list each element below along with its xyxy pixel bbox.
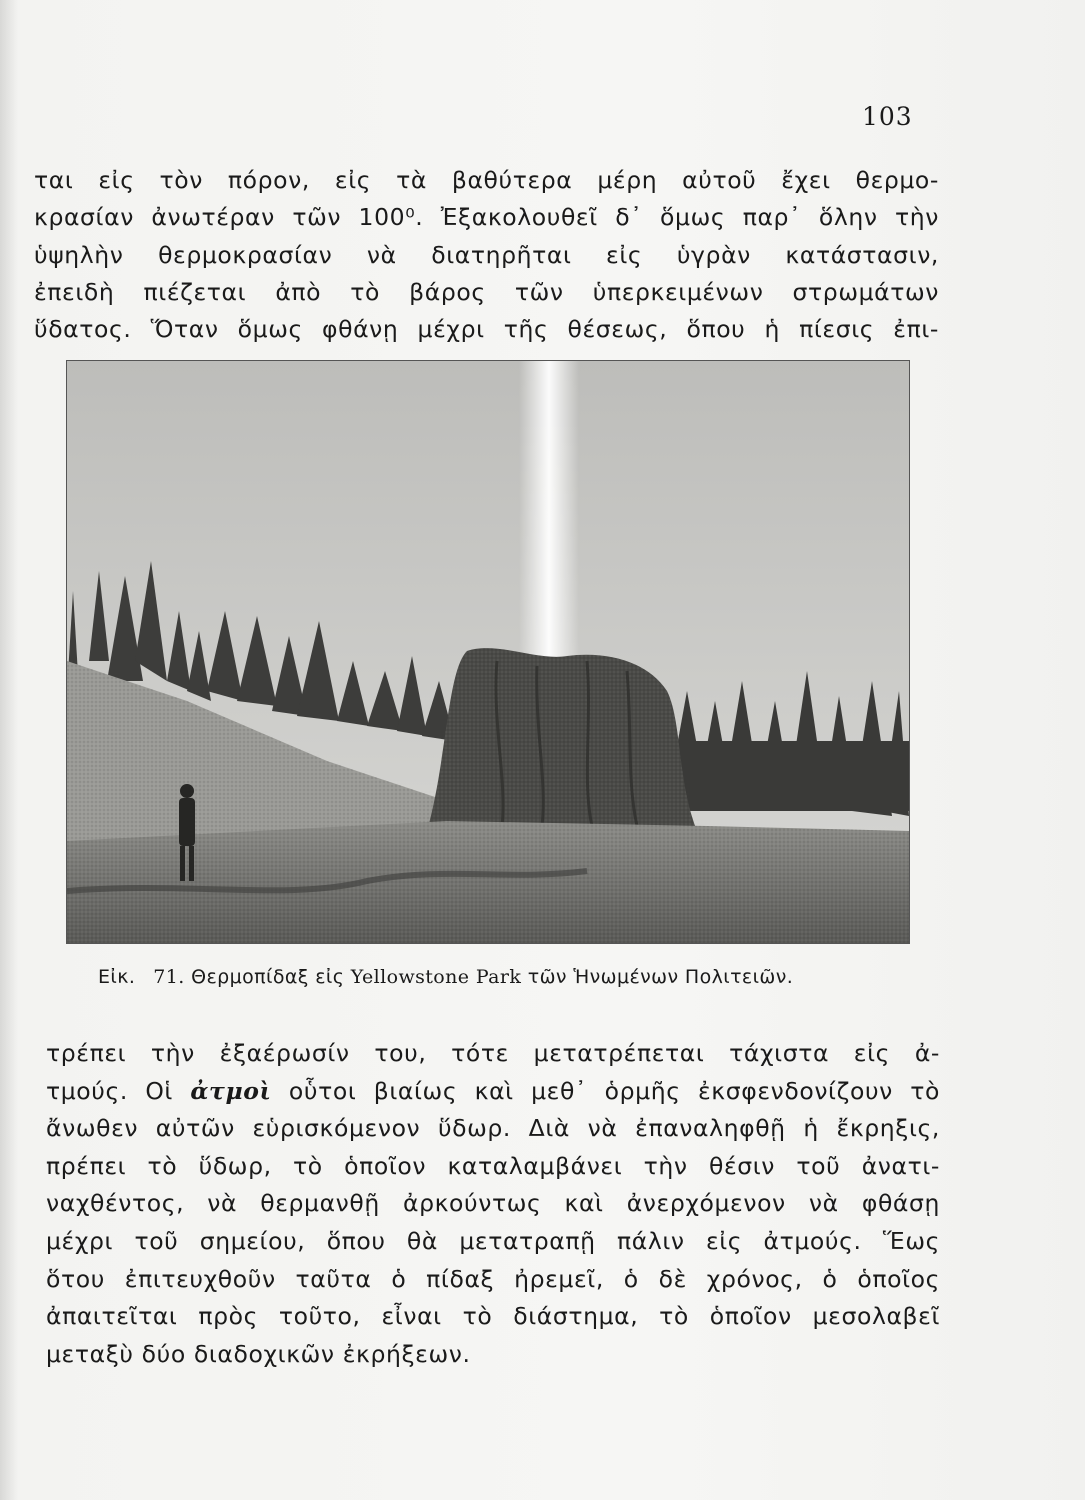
text-line: ἀπαιτεῖται πρὸς τοῦτο, εἶναι τὸ διάστημα, τὸ ὁποῖον μεσολαβεῖ [46,1302,940,1331]
geyser-photograph [66,360,910,944]
text-line: μέχρι τοῦ σημείου, ὅπου θὰ μετατραπῇ πάλιν εἰς ἀτμούς. Ἕως [46,1226,940,1255]
figure-label: Εἰκ. [98,966,136,988]
steam-jet [519,361,579,671]
text-line: ὕδατος. Ὅταν ὅμως φθάνῃ μέχρι τῆς θέσεως, ὅπου ἡ πίεσις ἐπι- [34,315,939,344]
text-segment: οὗτοι βιαίως καὶ μεθ᾽ ὁρμῆς ἐκσφενδονίζουν τὸ [288,1076,940,1105]
text-line: ὅτου ἐπιτευχθοῦν ταῦτα ὁ πίδαξ ἠρεμεῖ, ὁ δὲ χρόνος, ὁ ὁποῖος [46,1264,940,1293]
text-line: ναχθέντος, νὰ θερμανθῇ ἀρκούντως καὶ ἀνερχόμενον νὰ φθάσῃ [46,1189,940,1218]
text-line: ἐπειδὴ πιέζεται ἀπὸ τὸ βάρος τῶν ὑπερκειμένων στρωμάτων [34,277,939,306]
figure-number: 71. [153,966,185,988]
text-line: μεταξὺ δύο διαδοχικῶν ἐκρήξεων. [46,1339,471,1368]
text-line: ἄνωθεν αὐτῶν εὑρισκόμενον ὕδωρ. Διὰ νὰ ἐπαναληφθῇ ἡ ἔκρηξις, [46,1114,940,1143]
figure-caption [98,966,898,988]
caption-text-greek: Θερμοπίδαξ εἰς [191,966,345,988]
text-line: τρέπει τὴν ἐξαέρωσίν του, τότε μετατρέπεται τάχιστα εἰς ἀ- [46,1039,940,1067]
text-line: κρασίαν ἀνωτέραν τῶν 100⁰. Ἐξακολουθεῖ δ᾽ ὅμως παρ᾽ ὅλην τὴν [34,203,939,232]
paragraph-bottom [46,1035,940,1373]
paragraph-top [34,162,939,348]
caption-text-greek-end: τῶν Ἡνωμένων Πολιτειῶν. [527,966,794,988]
text-segment: τμούς. Οἱ [46,1076,173,1105]
caption-text-english: Yellowstone Park [350,966,522,988]
page-number: 103 [862,102,913,131]
emphasized-word: ἀτμοὶ [190,1076,272,1105]
text-line: πρέπει τὸ ὕδωρ, τὸ ὁποῖον καταλαμβάνει τὴν θέσιν τοῦ ἀνατι- [46,1151,940,1180]
text-line: ται εἰς τὸν πόρον, εἰς τὰ βαθύτερα μέρη αὐτοῦ ἔχει θερμο- [34,166,939,194]
text-line-with-emphasis [46,1073,940,1111]
text-line: ὑψηλὴν θερμοκρασίαν νὰ διατηρῆται εἰς ὑγρὰν κατάστασιν, [34,240,939,269]
